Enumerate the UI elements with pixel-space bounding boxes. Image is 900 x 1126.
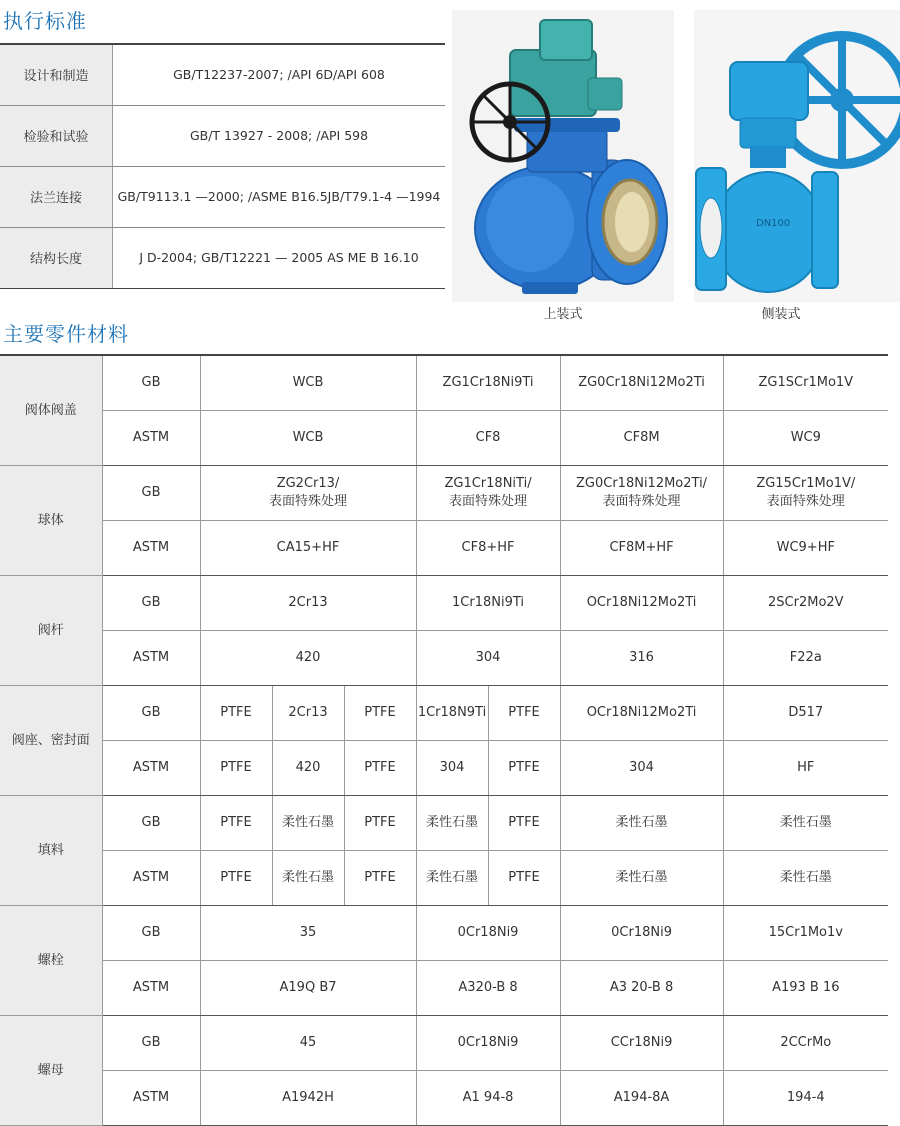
standard-cell: ASTM [102, 851, 200, 906]
material-cell: 柔性石墨 [272, 851, 344, 906]
material-row [0, 851, 888, 906]
material-cell: 304 [560, 741, 723, 796]
material-cell: CF8+HF [416, 521, 560, 576]
material-cell: A320-B 8 [416, 961, 560, 1016]
material-cell: 柔性石墨 [723, 796, 888, 851]
material-cell: F22a [723, 631, 888, 686]
material-row [0, 631, 888, 686]
standard-cell: GB [102, 1016, 200, 1071]
material-cell: CA15+HF [200, 521, 416, 576]
side-mounted-valve-drawing [694, 10, 900, 302]
material-cell: CF8M+HF [560, 521, 723, 576]
standard-label: 结构长度 [0, 227, 113, 288]
material-row [0, 521, 888, 576]
material-cell: PTFE [200, 796, 272, 851]
standard-cell: ASTM [102, 1071, 200, 1126]
material-cell: OCr18Ni12Mo2Ti [560, 686, 723, 741]
material-cell: 0Cr18Ni9 [416, 906, 560, 961]
standard-label: 检验和试验 [0, 105, 113, 166]
material-cell: 2Cr13 [200, 576, 416, 631]
standard-cell: ASTM [102, 741, 200, 796]
material-cell: PTFE [200, 851, 272, 906]
standard-label: 法兰连接 [0, 166, 113, 227]
materials-title: 主要零件材料 [3, 322, 129, 346]
standards-row [0, 166, 445, 227]
material-cell: 2SCr2Mo2V [723, 576, 888, 631]
material-cell: PTFE [488, 741, 560, 796]
material-row [0, 411, 888, 466]
material-cell: 0Cr18Ni9 [560, 906, 723, 961]
standard-value: GB/T12237-2007; /API 6D/API 608 [113, 44, 446, 105]
part-name-cell: 阀杆 [0, 576, 102, 686]
material-cell: 柔性石墨 [723, 851, 888, 906]
material-row [0, 686, 888, 741]
material-cell: 柔性石墨 [560, 851, 723, 906]
material-cell: 柔性石墨 [416, 796, 488, 851]
material-row [0, 466, 888, 521]
part-name-cell: 螺母 [0, 1016, 102, 1126]
material-cell: PTFE [200, 686, 272, 741]
standard-cell: GB [102, 686, 200, 741]
part-name-cell: 阀座、密封面 [0, 686, 102, 796]
material-cell: CF8M [560, 411, 723, 466]
material-cell: ZG1Cr18Ni9Ti [416, 355, 560, 411]
standard-value: GB/T9113.1 —2000; /ASME B16.5JB/T79.1-4 —1994 [113, 166, 446, 227]
standards-row [0, 227, 445, 288]
material-cell: 304 [416, 631, 560, 686]
material-cell: WCB [200, 411, 416, 466]
standards-row [0, 105, 445, 166]
top-mounted-valve-drawing [452, 10, 674, 302]
standard-label: 设计和制造 [0, 44, 113, 105]
material-row [0, 1016, 888, 1071]
standard-cell: GB [102, 466, 200, 521]
side-mounted-caption: 侧装式 [761, 307, 801, 322]
material-cell: A19Q B7 [200, 961, 416, 1016]
material-cell: PTFE [344, 851, 416, 906]
material-cell: 15Cr1Mo1v [723, 906, 888, 961]
material-cell: A1942H [200, 1071, 416, 1126]
material-cell: PTFE [488, 851, 560, 906]
material-cell: ZG0Cr18Ni12Mo2Ti [560, 355, 723, 411]
material-cell: PTFE [488, 796, 560, 851]
material-cell: A1 94-8 [416, 1071, 560, 1126]
material-cell: PTFE [344, 796, 416, 851]
material-cell: 0Cr18Ni9 [416, 1016, 560, 1071]
standard-value: J D-2004; GB/T12221 — 2005 AS ME B 16.10 [113, 227, 446, 288]
material-row [0, 961, 888, 1016]
standard-cell: GB [102, 906, 200, 961]
material-row [0, 1071, 888, 1126]
material-row [0, 741, 888, 796]
material-row [0, 906, 888, 961]
standard-cell: GB [102, 355, 200, 411]
material-cell: CF8 [416, 411, 560, 466]
standard-cell: GB [102, 576, 200, 631]
material-cell: WCB [200, 355, 416, 411]
material-cell: A193 B 16 [723, 961, 888, 1016]
standard-cell: ASTM [102, 961, 200, 1016]
material-cell: OCr18Ni12Mo2Ti [560, 576, 723, 631]
top-mounted-caption: 上装式 [543, 307, 583, 322]
standard-value: GB/T 13927 - 2008; /API 598 [113, 105, 446, 166]
material-cell: 316 [560, 631, 723, 686]
material-cell: CCr18Ni9 [560, 1016, 723, 1071]
material-cell: WC9 [723, 411, 888, 466]
material-cell: 2Cr13 [272, 686, 344, 741]
material-cell: PTFE [344, 741, 416, 796]
material-cell: 35 [200, 906, 416, 961]
standard-cell: GB [102, 796, 200, 851]
material-cell: 194-4 [723, 1071, 888, 1126]
standard-cell: ASTM [102, 521, 200, 576]
material-cell: ZG2Cr13/ 表面特殊处理 [200, 466, 416, 521]
material-cell: D517 [723, 686, 888, 741]
standards-title: 执行标准 [3, 9, 87, 33]
material-cell: 2CCrMo [723, 1016, 888, 1071]
material-cell: 柔性石墨 [272, 796, 344, 851]
material-cell: A3 20-B 8 [560, 961, 723, 1016]
material-cell: HF [723, 741, 888, 796]
material-cell: ZG1SCr1Mo1V [723, 355, 888, 411]
material-cell: WC9+HF [723, 521, 888, 576]
material-cell: PTFE [344, 686, 416, 741]
material-cell: ZG15Cr1Mo1V/ 表面特殊处理 [723, 466, 888, 521]
material-cell: PTFE [488, 686, 560, 741]
material-row [0, 576, 888, 631]
part-name-cell: 填料 [0, 796, 102, 906]
material-cell: A194-8A [560, 1071, 723, 1126]
standards-row [0, 44, 445, 105]
valve-marking: DN100 [756, 218, 791, 229]
material-row [0, 355, 888, 411]
part-name-cell: 螺栓 [0, 906, 102, 1016]
material-cell: PTFE [200, 741, 272, 796]
part-name-cell: 球体 [0, 466, 102, 576]
material-row [0, 796, 888, 851]
side-mounted-valve-image [694, 10, 900, 302]
material-cell: ZG1Cr18NiTi/ 表面特殊处理 [416, 466, 560, 521]
top-mounted-valve-image [452, 10, 674, 302]
material-cell: ZG0Cr18Ni12Mo2Ti/ 表面特殊处理 [560, 466, 723, 521]
material-cell: 45 [200, 1016, 416, 1071]
material-cell: 420 [272, 741, 344, 796]
standard-cell: ASTM [102, 411, 200, 466]
material-cell: 1Cr18N9Ti [416, 686, 488, 741]
standards-table [0, 43, 445, 289]
part-name-cell: 阀体阀盖 [0, 355, 102, 466]
material-cell: 柔性石墨 [560, 796, 723, 851]
material-cell: 304 [416, 741, 488, 796]
material-cell: 1Cr18Ni9Ti [416, 576, 560, 631]
materials-table [0, 354, 888, 1126]
standard-cell: ASTM [102, 631, 200, 686]
material-cell: 柔性石墨 [416, 851, 488, 906]
material-cell: 420 [200, 631, 416, 686]
